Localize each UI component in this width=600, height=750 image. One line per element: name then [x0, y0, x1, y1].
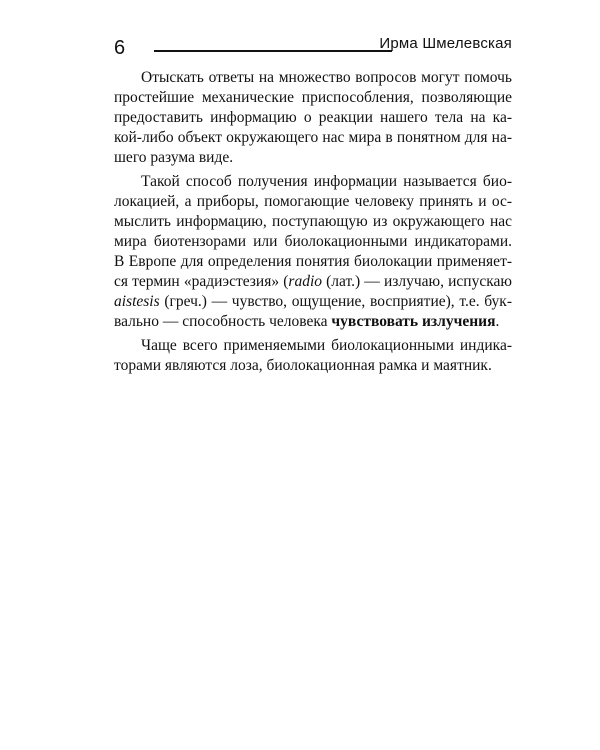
page-number: 6: [114, 37, 126, 59]
text-run: (греч.) — чувство, ощущение, восприятие), т.е. бук-: [159, 293, 512, 310]
text-line: простейшие механические приспособления, позволяющие: [114, 89, 512, 106]
text-run: ся термин «радиэстезия» (: [114, 273, 289, 290]
body-text: [114, 68, 512, 380]
latin-term-radio: radio: [288, 273, 322, 290]
running-head-author: Ирма Шмелевская: [379, 35, 512, 52]
header-rule: [154, 50, 392, 52]
text-run: .: [495, 313, 500, 330]
text-line: [114, 312, 512, 332]
paragraph-1: [114, 68, 512, 168]
text-line: Чаще всего применяемыми биолокационными индика-: [141, 337, 512, 354]
text-line: кой-либо объект окружающего нас мира в понятном для на-: [114, 129, 512, 146]
greek-term-aistesis: aistesis: [114, 293, 160, 310]
text-line: мыслить информацию, поступающую из окружающего нас: [114, 213, 512, 230]
text-line: Отыскать ответы на множество вопросов могут помочь: [141, 69, 512, 86]
emphasis-bold: чувствовать излучения: [331, 313, 496, 330]
text-line: Такой способ получения информации называется био-: [141, 173, 512, 190]
text-line: [114, 292, 512, 312]
text-line: предоставить информацию о реакции нашего тела на ка-: [114, 109, 512, 126]
text-line: мира биотензорами или биолокационными индикаторами.: [114, 233, 512, 250]
text-line: [114, 272, 512, 292]
text-line: шего разума виде.: [114, 149, 234, 166]
paragraph-2: [114, 172, 512, 332]
text-line: торами являются лоза, биолокационная рамка и маятник.: [114, 357, 492, 374]
text-run: (лат.) — излучаю, испускаю: [322, 273, 512, 290]
page-header: [114, 30, 512, 60]
text-line: локацией, а приборы, помогающие человеку принять и ос-: [114, 193, 512, 210]
text-line: В Европе для определения понятия биолокации применяет-: [114, 253, 512, 270]
text-run: вально — способность человека: [114, 313, 332, 330]
paragraph-3: [114, 336, 512, 376]
